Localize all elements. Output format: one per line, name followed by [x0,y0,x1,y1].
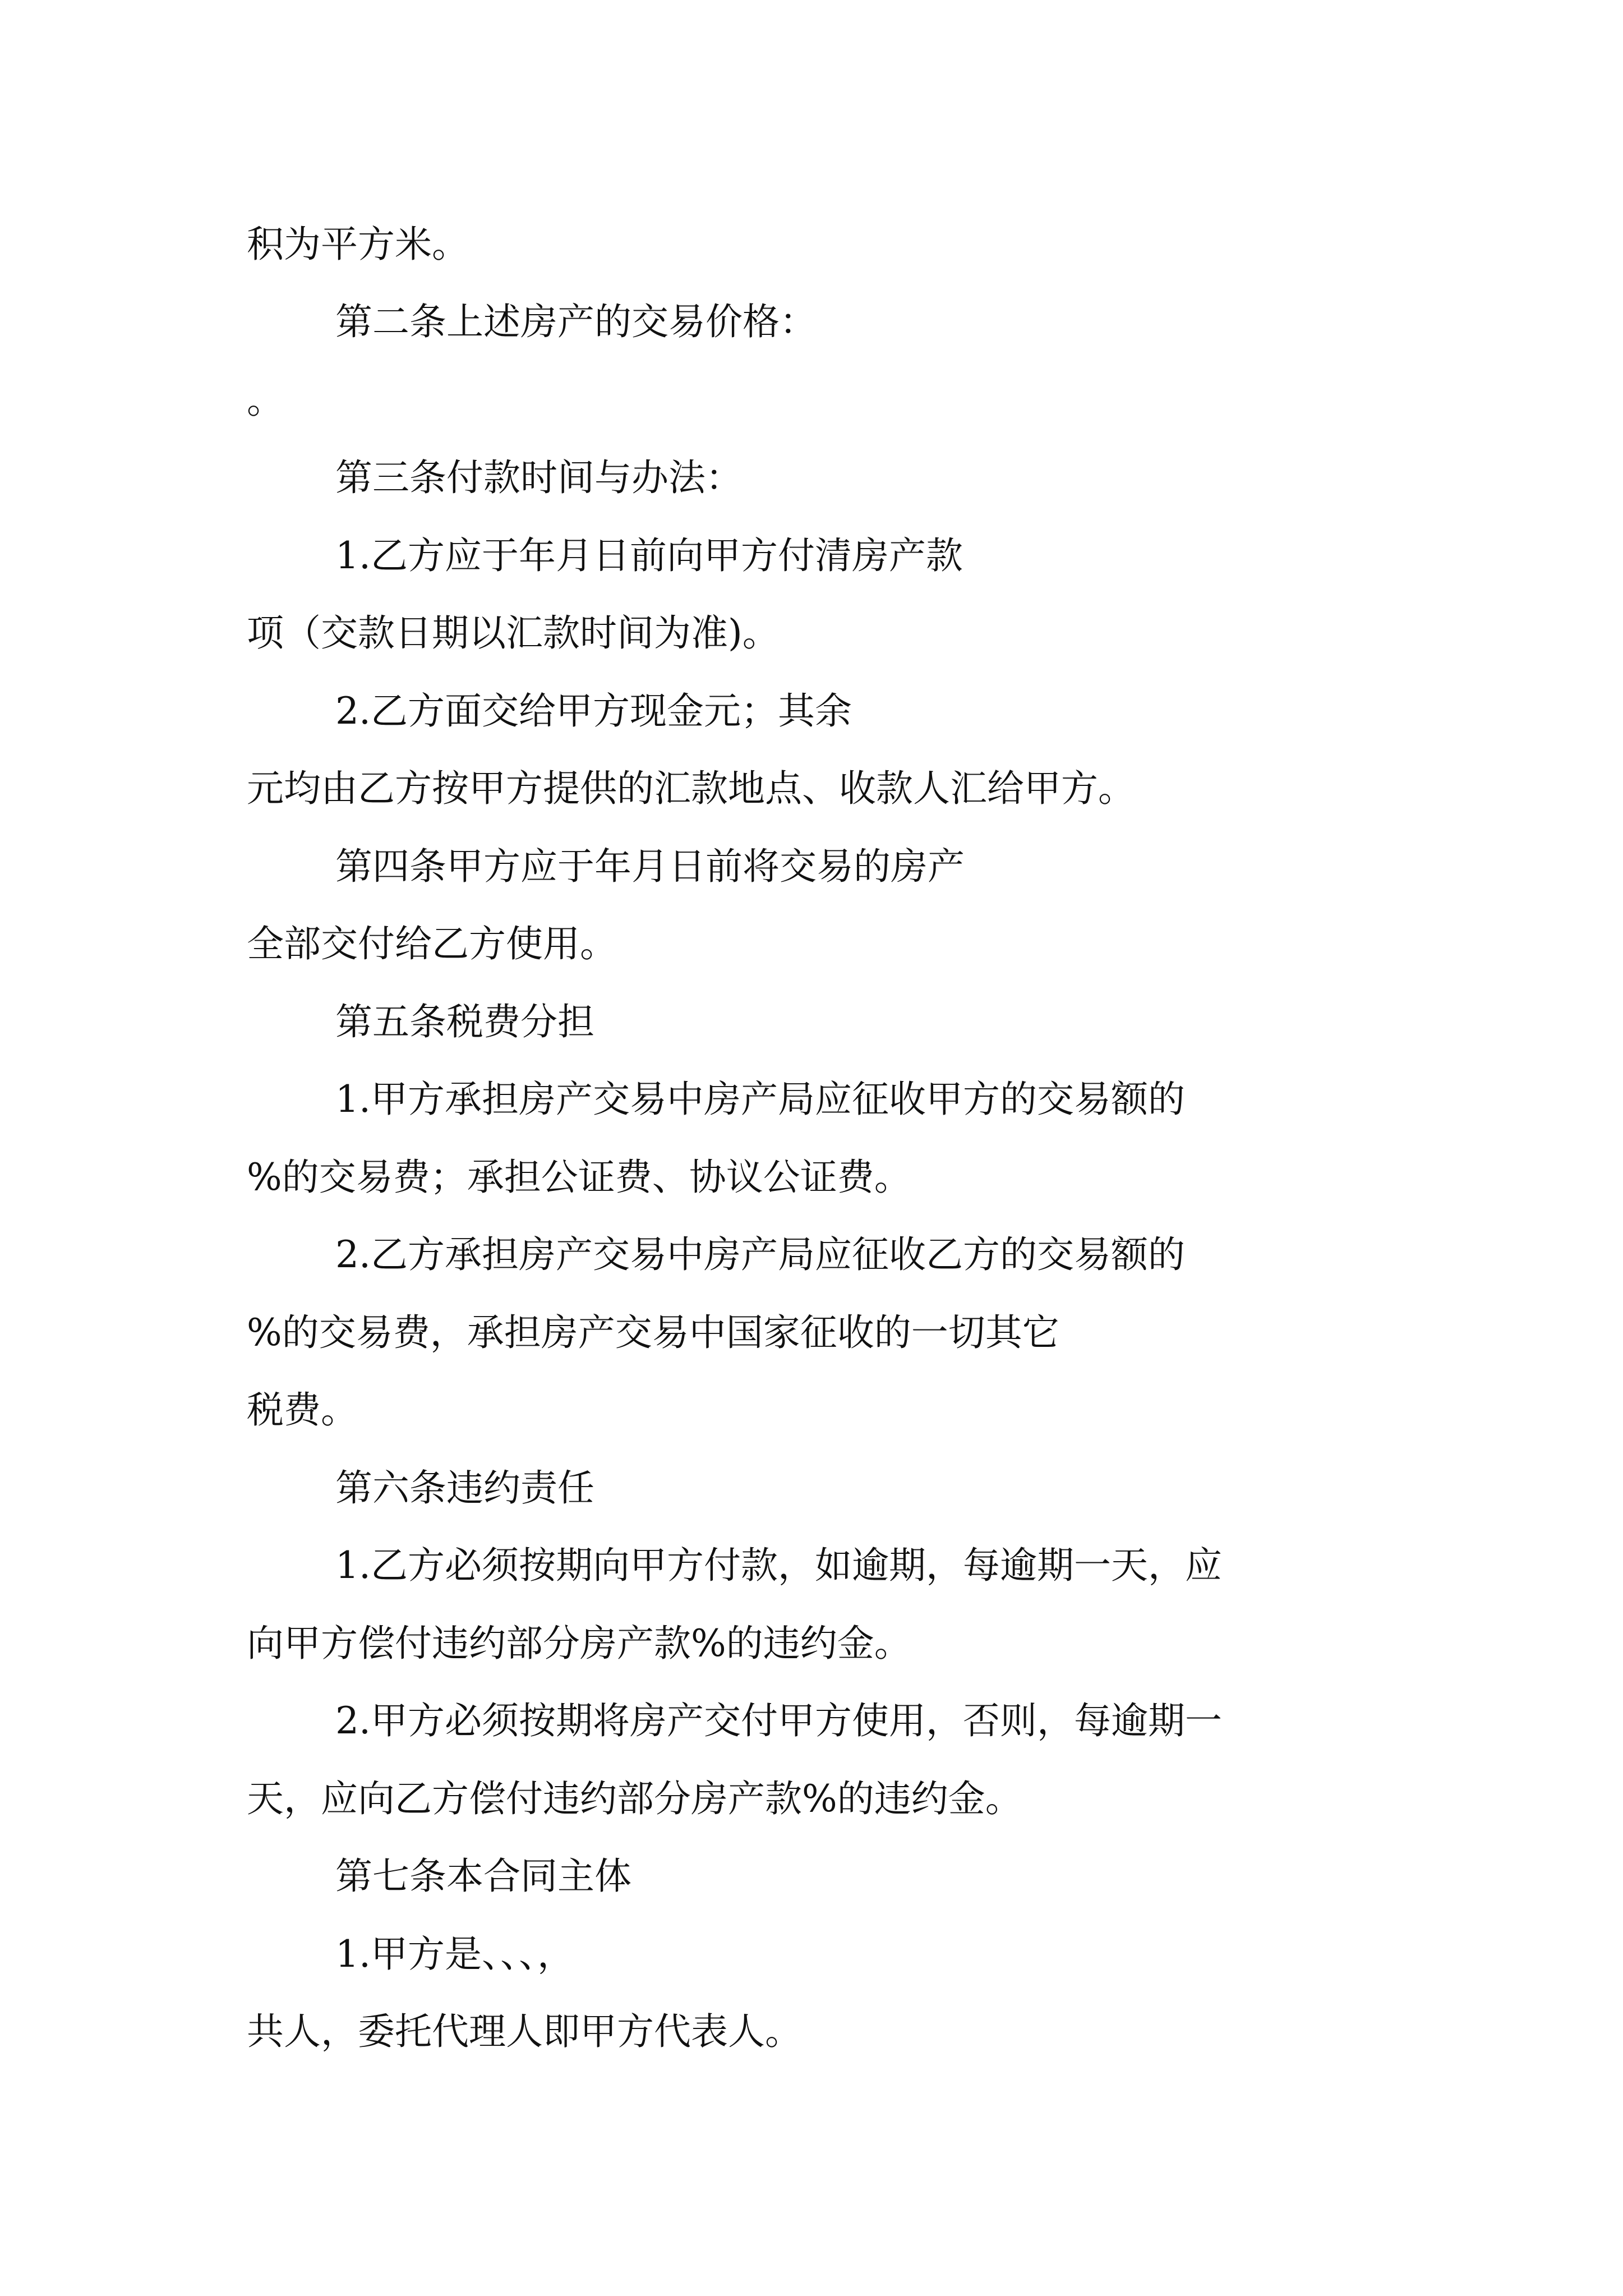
article-7-heading: 第七条本合同主体 [335,1855,631,1898]
text-line: 向甲方偿付违约部分房产款%的违约金。 [247,1622,911,1665]
text-line: 1.乙方必须按期向甲方付款，如逾期，每逾期一天，应 [335,1544,1222,1587]
text-line: 项（交款日期以汇款时间为准)。 [247,611,780,655]
article-4-heading: 第四条甲方应于年月日前将交易的房产 [335,845,965,888]
text-line: 1.乙方应于年月日前向甲方付清房产款 [335,534,963,577]
text-line: 元均由乙方按甲方提供的汇款地点、收款人汇给甲方。 [247,767,1135,810]
text-line: 天，应向乙方偿付违约部分房产款%的违约金。 [247,1777,1022,1820]
text-line: 2.甲方必须按期将房产交付甲方使用，否则，每逾期一 [335,1699,1222,1742]
article-6-heading: 第六条违约责任 [335,1466,594,1510]
text-line: 全部交付给乙方使用。 [247,922,617,965]
text-line: 积为平方米。 [247,223,469,266]
text-line: 。 [247,379,284,422]
text-line: 共人，委托代理人即甲方代表人。 [247,2010,802,2053]
text-line: %的交易费，承担房产交易中国家征收的一切其它 [247,1311,1059,1354]
text-line: 2.乙方承担房产交易中房产局应征收乙方的交易额的 [335,1233,1185,1276]
text-line: 1.甲方承担房产交易中房产局应征收甲方的交易额的 [335,1078,1185,1121]
text-line: 2.乙方面交给甲方现金元；其余 [335,689,852,733]
article-3-heading: 第三条付款时间与办法： [335,456,743,499]
article-2-heading: 第二条上述房产的交易价格： [335,300,817,343]
text-line: 税费。 [247,1388,358,1432]
text-line: 1.甲方是、、、， [335,1932,574,1976]
article-5-heading: 第五条税费分担 [335,1000,594,1043]
text-line: %的交易费；承担公证费、协议公证费。 [247,1156,911,1199]
